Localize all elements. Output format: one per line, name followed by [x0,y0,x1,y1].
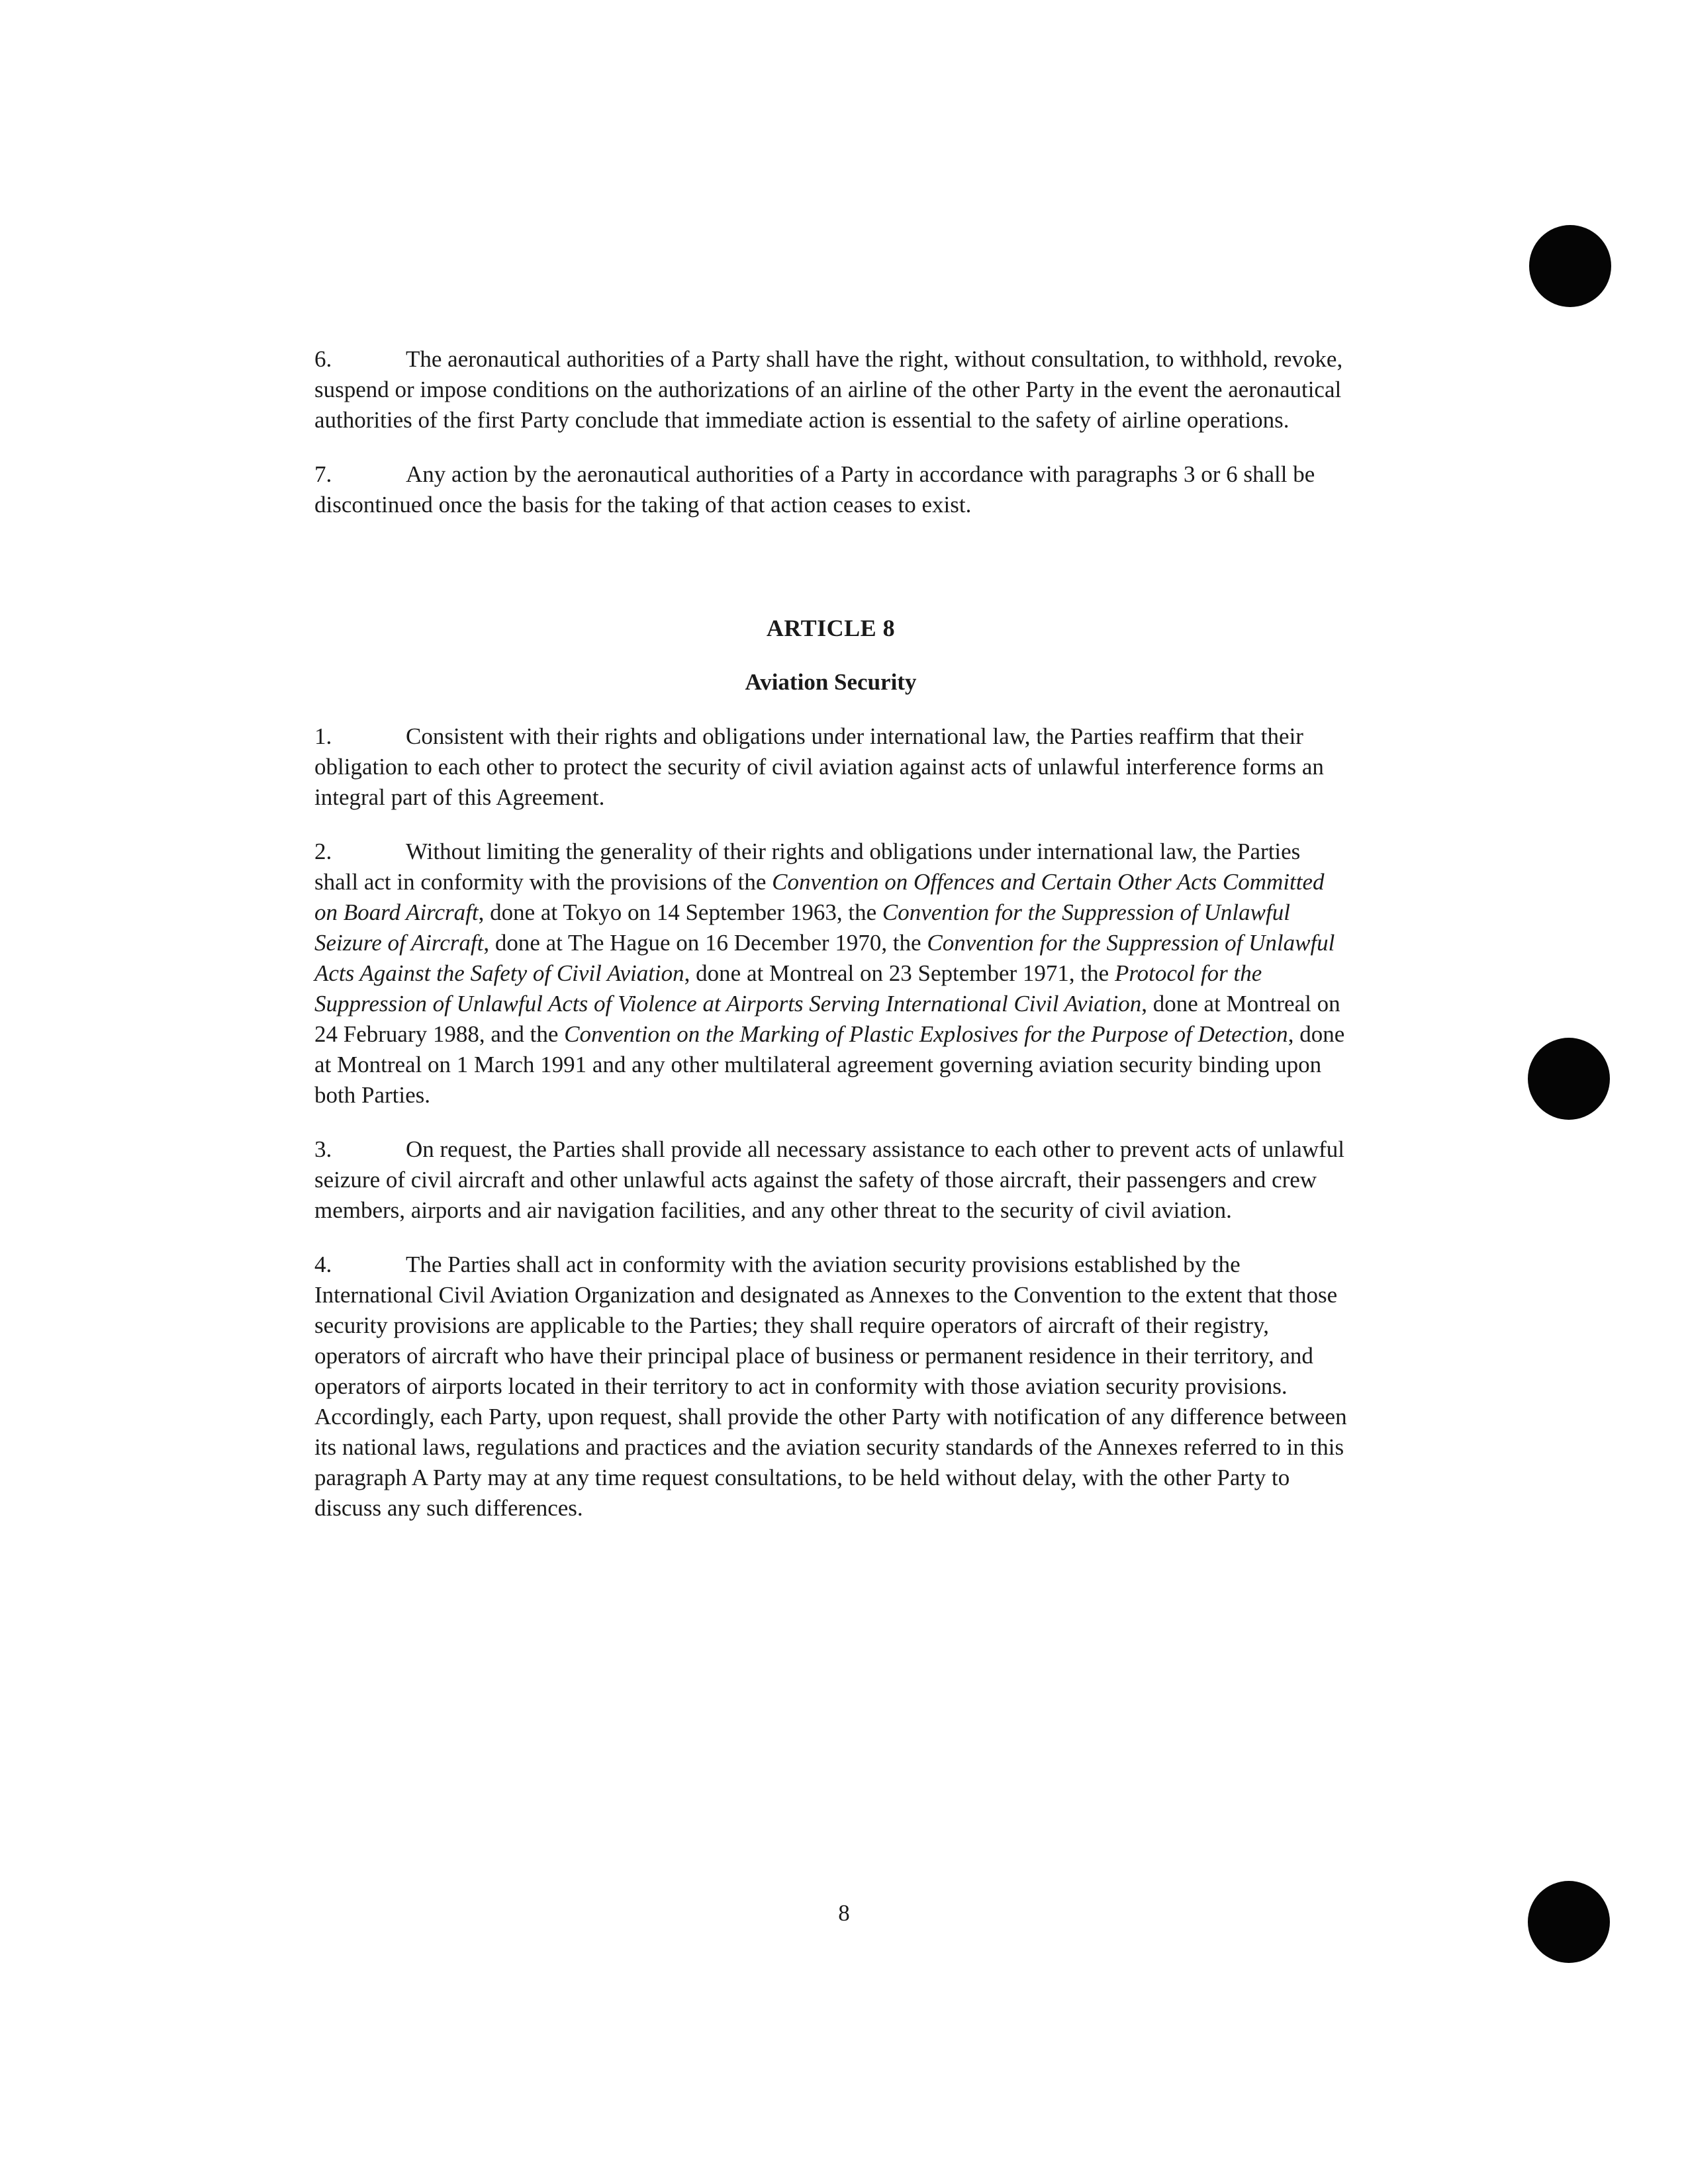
paragraph-number: 2. [314,839,332,864]
convention-title: Convention for the Suppression of Unlawful Acts Against the Safety of Civil Aviation [314,930,1335,986]
article-subtitle: Aviation Security [745,669,917,695]
convention-title: Convention on the Marking of Plastic Explosives for the Purpose of Detection [564,1021,1288,1047]
paragraph-text: The aeronautical authorities of a Party shall have the right, without consultation, to withhold, revoke, suspend or impose conditions on the authorizations of an airline of the other Party in the event the aeronautical authorities of the first Party conclude that immediate action is essential to the safety of airline operations. [314,346,1343,433]
paragraph-text: Any action by the aeronautical authorities of a Party in accordance with paragraphs 3 or 6 shall be discontinued once the basis for the taking of that action ceases to exist. [314,461,1315,518]
paragraph-text: , done at Montreal on 1 March 1991 and any other multilateral agreement governing aviation security binding upon both Parties. [314,1021,1345,1108]
paragraph-text: , done at Montreal on 24 February 1988, and the [314,991,1340,1047]
paragraph-1 [314,721,1347,813]
paragraph-text: , done at Tokyo on 14 September 1963, the [478,899,882,925]
paragraph-text: On request, the Parties shall provide all necessary assistance to each other to prevent acts of unlawful seizure of civil aircraft and other unlawful acts against the safety of those aircraft, their passengers and crew members, airports and air navigation facilities, and any other threat to the security of civil aviation. [314,1136,1344,1223]
paragraph-6 [314,344,1347,435]
paragraph-text: Consistent with their rights and obligations under international law, the Parties reaffirm that their obligation to each other to protect the security of civil aviation against acts of unlawful interference forms an integral part of this Agreement. [314,723,1324,810]
paragraph-7 [314,459,1347,520]
convention-title: Convention for the Suppression of Unlawful Seizure of Aircraft [314,899,1290,956]
paragraph-4 [314,1250,1347,1524]
paragraph-3 [314,1134,1347,1226]
paragraph-text: Without limiting the generality of their rights and obligations under international law, the Parties shall act in conformity with the provisions of the [314,839,1301,895]
paragraph-number: 4. [314,1251,332,1277]
convention-title: Convention on Offences and Certain Other Acts Committed on Board Aircraft [314,869,1325,925]
punch-hole [1529,225,1611,307]
paragraph-number: 7. [314,461,332,487]
protocol-title: Protocol for the Suppression of Unlawful Acts of Violence at Airports Serving International Civil Aviation [314,960,1262,1017]
article-title: ARTICLE 8 [766,615,896,641]
paragraph-number: 6. [314,346,332,372]
paragraph-text: , done at Montreal on 23 September 1971, the [684,960,1115,986]
punch-hole [1528,1881,1610,1963]
paragraph-text: The Parties shall act in conformity with the aviation security provisions established by the International Civil Aviation Organization and designated as Annexes to the Convention to the extent that those security provisions are applicable to the Parties; they shall require operators of aircraft of their registry, operators of aircraft who have their principal place of business or permanent residence in their territory, and operators of airports located in their territory to act in conformity with those aviation security provisions. Accordingly, each Party, upon request, shall provide the other Party with notification of any difference between its national laws, regulations and practices and the aviation security standards of the Annexes referred to in this paragraph A Party may at any time request consultations, to be held without delay, with the other Party to discuss any such differences. [314,1251,1347,1521]
paragraph-number: 3. [314,1136,332,1162]
article-heading [314,613,1347,698]
paragraph-2 [314,837,1347,1111]
paragraph-number: 1. [314,723,332,749]
page-number: 8 [838,1900,850,1926]
document-body [314,344,1347,1524]
paragraph-text: , done at The Hague on 16 December 1970, the [483,930,927,956]
punch-hole [1528,1038,1610,1120]
